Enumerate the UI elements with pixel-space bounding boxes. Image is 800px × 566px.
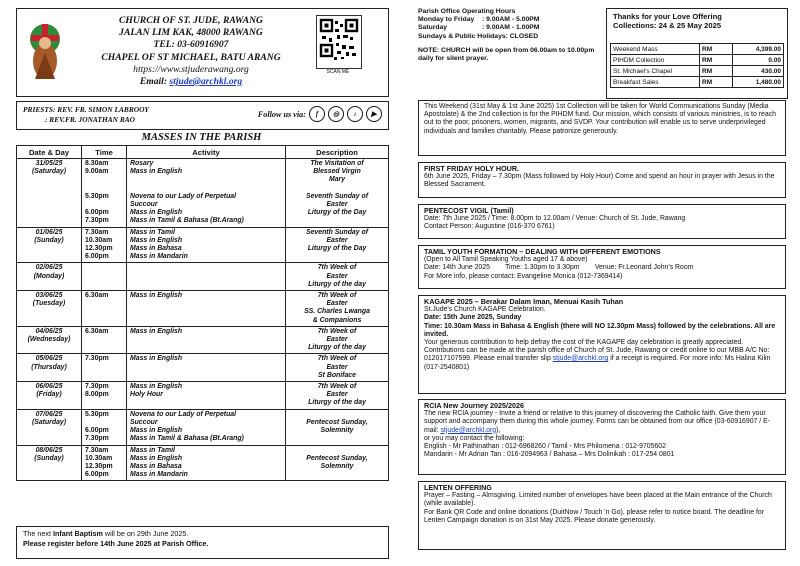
- masses-date: 07/06/25 (Saturday): [17, 409, 82, 445]
- table-row: [17, 326, 389, 354]
- church-address: JALAN LIM KAK, 48000 RAWANG: [119, 27, 263, 39]
- church-header: [16, 8, 389, 97]
- masses-description: Pentecost Sunday, Solemnity: [286, 409, 389, 445]
- first-friday-title: FIRST FRIDAY HOLY HOUR.: [424, 164, 520, 173]
- office-closed: Sundays & Public Holidays: CLOSED: [418, 32, 539, 40]
- rcia-email-link[interactable]: stjude@archkl.org: [440, 426, 497, 434]
- kagape-time: Time: 10.30am Mass in Bahasa & English (there will NO 12.30pm Mass) followed by the celebrations. All are invited.: [424, 322, 776, 338]
- offer-currency: RM: [700, 66, 733, 77]
- masses-activity: Mass in English: [127, 354, 286, 382]
- church-name: CHURCH OF ST. JUDE, RAWANG: [119, 15, 263, 26]
- baptism-register: Please register before 14th June 2025 at Parish Office.: [23, 538, 209, 548]
- office-row-value: : 9.00AM - 5.00PM: [482, 16, 540, 24]
- col-date-day: Date & Day: [17, 146, 82, 159]
- rcia-title: RCIA New Journey 2025/2026: [424, 401, 525, 410]
- facebook-icon[interactable]: f: [309, 106, 325, 122]
- offering-title-2: Collections: 24 & 25 May 2025: [613, 21, 722, 31]
- baptism-notice: [16, 526, 389, 559]
- priests-bar: [16, 101, 389, 130]
- masses-date: 06/06/25 (Friday): [17, 382, 82, 410]
- qr-code-icon: [316, 15, 362, 69]
- table-row: [17, 263, 389, 291]
- masses-time: 7.30pm: [82, 354, 127, 382]
- lenten-offering-notice: [418, 481, 786, 550]
- col-description: Description: [286, 146, 389, 159]
- table-row: [611, 66, 784, 77]
- col-time: Time: [82, 146, 127, 159]
- masses-activity: Mass in English Holy Hour: [127, 382, 286, 410]
- kagape-notice: [418, 295, 786, 394]
- masses-date: 31/05/25 (Saturday): [17, 159, 82, 228]
- baptism-bold: Infant Baptism: [52, 529, 103, 538]
- church-tel: TEL: 03-60916907: [153, 39, 229, 51]
- table-row: [17, 445, 389, 481]
- masses-date: 08/06/25 (Sunday): [17, 445, 82, 481]
- offer-amount: 4,399.00: [733, 44, 784, 55]
- lenten-line: Prayer – Fasting – Almsgiving. Limited number of envelopes have been placed at the Main entrance of the Church (while available).: [424, 492, 772, 508]
- youtube-icon[interactable]: ▶: [366, 106, 382, 122]
- chapel-name: CHAPEL OF ST MICHAEL, BATU ARANG: [101, 51, 281, 63]
- masses-time: 6.30am: [82, 291, 127, 327]
- priests-names: [23, 105, 149, 125]
- masses-description: 7th Week of Easter Liturgy of the day: [286, 382, 389, 410]
- priest-1: PRIESTS: REV. FR. SIMON LABROOY: [23, 105, 149, 114]
- vigil-body: Date: 7th June 2025 / Time: 8.00pm to 12.00am / Venue: Church of St. Jude, Rawang: [424, 215, 686, 223]
- masses-description: 7th Week of Easter Liturgy of the day: [286, 326, 389, 354]
- table-row: [611, 55, 784, 66]
- offer-amount: 430.00: [733, 66, 784, 77]
- masses-date: 01/06/25 (Sunday): [17, 227, 82, 263]
- masses-description: 7th Week of Easter Liturgy of the day: [286, 263, 389, 291]
- baptism-post: will be on 29th June 2025.: [102, 529, 189, 538]
- masses-activity: [127, 263, 286, 291]
- masses-activity: Mass in Tamil Mass in English Mass in Bahasa Mass in Mandarin: [127, 445, 286, 481]
- masses-table: [16, 145, 389, 481]
- offering-box: [606, 8, 788, 99]
- masses-time: 6.30am: [82, 326, 127, 354]
- offering-title: [613, 12, 722, 31]
- rcia-contact: English - Mr Pathinathan : 012-6968260 / Tamil - Mrs Philomena : 012-9705602: [424, 443, 666, 451]
- masses-title: MASSES IN THE PARISH: [141, 132, 262, 143]
- lenten-line: For Bank QR Code and online donations (DuitNow / Touch 'n Go), please refer to notice board. The deadline for Lenten Campaign donation is on 31st May 2025. Please donate generously.: [424, 508, 765, 524]
- masses-activity: Rosary Mass in English Novena to our Lady of Perpetual Succour Mass in English Mass in Tamil & Bahasa (Bt.Arang): [127, 159, 286, 228]
- masses-time: 7.30am 10.30am 12.30pm 6.00pm: [82, 227, 127, 263]
- instagram-icon[interactable]: ◎: [328, 106, 344, 122]
- kagape-line: St.Jude's Church KAGAPE Celebration.: [424, 306, 546, 314]
- church-info: [77, 15, 305, 88]
- table-row: [17, 382, 389, 410]
- masses-activity: Mass in English: [127, 291, 286, 327]
- youth-line: (Open to All Tamil Speaking Youths aged 17 & above): [424, 256, 588, 264]
- offer-amount: 0.00: [733, 55, 784, 66]
- weekend-collection-notice: [418, 100, 786, 156]
- offer-item: Breakfast Sales: [611, 77, 700, 88]
- email-label: Email:: [139, 76, 168, 88]
- offer-currency: RM: [700, 55, 733, 66]
- table-row: [17, 291, 389, 327]
- email-link[interactable]: stjude@archkl.org: [169, 76, 243, 88]
- table-row: [17, 227, 389, 263]
- baptism-pre: The next: [23, 529, 53, 538]
- vigil-contact: Contact Person: Augustine (016-370 6761): [424, 223, 555, 231]
- office-hours: [418, 8, 603, 63]
- offer-item: PIHDM Collection: [611, 55, 700, 66]
- kagape-contribution: Your generous contribution to help defray the cost of the KAGAPE day celebration is greatly appreciated. Contributions can be made at the parish office of Church of St. Jude, Rawang or credit online to our MBB A/C No: 012017107599. Please email transfer slip: [424, 339, 770, 363]
- masses-time: 8.30am 9.00am 5.30pm 6.00pm 7.30pm: [82, 159, 127, 228]
- table-row: [17, 354, 389, 382]
- offer-amount: 1,480.00: [733, 77, 784, 88]
- priest-2: : REV.FR. JONATHAN RAO: [45, 115, 136, 124]
- rcia-body: The new RCIA journey - Invite a friend or relative to this journey of discovering the Catholic faith. Give them your support and accompany them during this whole journey. Forms can be obtained from our office (03-60916907 / E-mail:: [424, 410, 771, 434]
- masses-time: 5.30pm 6.00pm 7.30pm: [82, 409, 127, 445]
- youth-title: TAMIL YOUTH FORMATION – DEALING WITH DIFFERENT EMOTIONS: [424, 247, 661, 256]
- website-link[interactable]: https://www.stjuderawang.org: [133, 63, 249, 75]
- col-activity: Activity: [127, 146, 286, 159]
- masses-activity: Mass in Tamil Mass in English Mass in Bahasa Mass in Mandarin: [127, 227, 286, 263]
- rcia-contact-intro: or you may contact the following:: [424, 434, 525, 442]
- office-row: [418, 24, 603, 32]
- offer-item: St. Michael's Chapel: [611, 66, 700, 77]
- office-row-label: Monday to Friday: [418, 16, 475, 24]
- rcia-contact: Mandarin - Mr Adrian Tan : 016-2094963 / Bahasa – Mrs Dolinikah : 017-254 0801: [424, 451, 675, 459]
- masses-time: [82, 263, 127, 291]
- masses-time: 7.30am 10.30am 12.30pm 6.00pm: [82, 445, 127, 481]
- email-line: [77, 76, 305, 88]
- table-row: [17, 409, 389, 445]
- masses-time: 7.30pm 8.00pm: [82, 382, 127, 410]
- office-row-label: Saturday: [418, 24, 448, 32]
- masses-description: Pentecost Sunday, Solemnity: [286, 445, 389, 481]
- table-row: [611, 77, 784, 88]
- masses-date: 05/06/25 (Thursday): [17, 354, 82, 382]
- first-friday-body: 6th June 2025, Friday – 7.30pm (Mass followed by Holy Hour) Come and spend an hour in prayer with Jesus in the Blessed Sacrament.: [424, 173, 775, 189]
- lenten-title: LENTEN OFFERING: [424, 483, 492, 492]
- masses-date: 04/06/25 (Wednesday): [17, 326, 82, 354]
- right-column: [418, 8, 788, 558]
- offering-title-1: Thanks for your Love Offering: [613, 12, 722, 21]
- masses-description: 7th Week of Easter SS. Charles Lwanga & Companions: [286, 291, 389, 327]
- vigil-title: PENTECOST VIGIL (Tamil): [424, 206, 514, 215]
- pentecost-vigil-notice: [418, 204, 786, 239]
- first-friday-notice: [418, 162, 786, 198]
- rcia-body-end: ),: [496, 426, 501, 434]
- table-row: [17, 159, 389, 228]
- office-title: Parish Office Operating Hours: [418, 8, 516, 15]
- kagape-info: if a receipt is required. For more info: Ms Halina Kilin (017-2540801): [424, 355, 771, 371]
- office-row-value: : 9.00AM - 1.00PM: [482, 24, 540, 32]
- masses-activity: Novena to our Lady of Perpetual Succour Mass in English Mass in Tamil & Bahasa (Bt.Arang): [127, 409, 286, 445]
- office-row: [418, 16, 603, 24]
- tiktok-icon[interactable]: ♪: [347, 106, 363, 122]
- kagape-title: KAGAPE 2025 – Berakar Dalam Iman, Menuai Kasih Tuhan: [424, 297, 624, 306]
- offering-table: [610, 43, 784, 88]
- masses-description: The Visitation of Blessed Virgin Mary Seventh Sunday of Easter Liturgy of the Day: [286, 159, 389, 228]
- masses-description: 7th Week of Easter St Boniface: [286, 354, 389, 382]
- offer-item: Weekend Mass: [611, 44, 700, 55]
- table-row: [611, 44, 784, 55]
- office-note: NOTE: CHURCH will be open from 06.00am to 10.00pm daily for silent prayer.: [418, 46, 595, 63]
- offer-currency: RM: [700, 77, 733, 88]
- st-jude-logo-icon: [25, 21, 65, 81]
- masses-description: Seventh Sunday of Easter Liturgy of the Day: [286, 227, 389, 263]
- follow-us: [258, 106, 382, 122]
- follow-label: Follow us via:: [257, 109, 306, 119]
- youth-line: Date: 14th June 2025 Time: 1.30pm to 3.30pm Venue: Fr.Leonard John's Room: [424, 264, 694, 272]
- qr-scan-label: SCAN ME: [326, 69, 350, 75]
- left-column: [16, 8, 389, 558]
- masses-date: 03/06/25 (Tuesday): [17, 291, 82, 327]
- kagape-date: Date: 15th June 2025, Sunday: [424, 314, 522, 322]
- rcia-notice: [418, 399, 786, 475]
- tamil-youth-notice: [418, 245, 786, 289]
- masses-activity: Mass in English: [127, 326, 286, 354]
- offer-currency: RM: [700, 44, 733, 55]
- youth-line: For More info, please contact: Evangeline Monica (012-7369414): [424, 272, 623, 280]
- masses-date: 02/06/25 (Monday): [17, 263, 82, 291]
- weekend-text: This Weekend (31st May & 1st June 2025) 1st Collection will be taken for World Communications Sunday (Media Apostolate) & the 2nd collection is for the PIHDM fund. Our mission, which consists of various ministries, is to reach out to the poor, prisoners, women, migrants, and SVDP. Your contribution will enable us to serve underprivileged individuals and families charitably. Please patronize generously.: [424, 103, 776, 135]
- kagape-email-link[interactable]: stjude@archkl.org: [552, 355, 609, 363]
